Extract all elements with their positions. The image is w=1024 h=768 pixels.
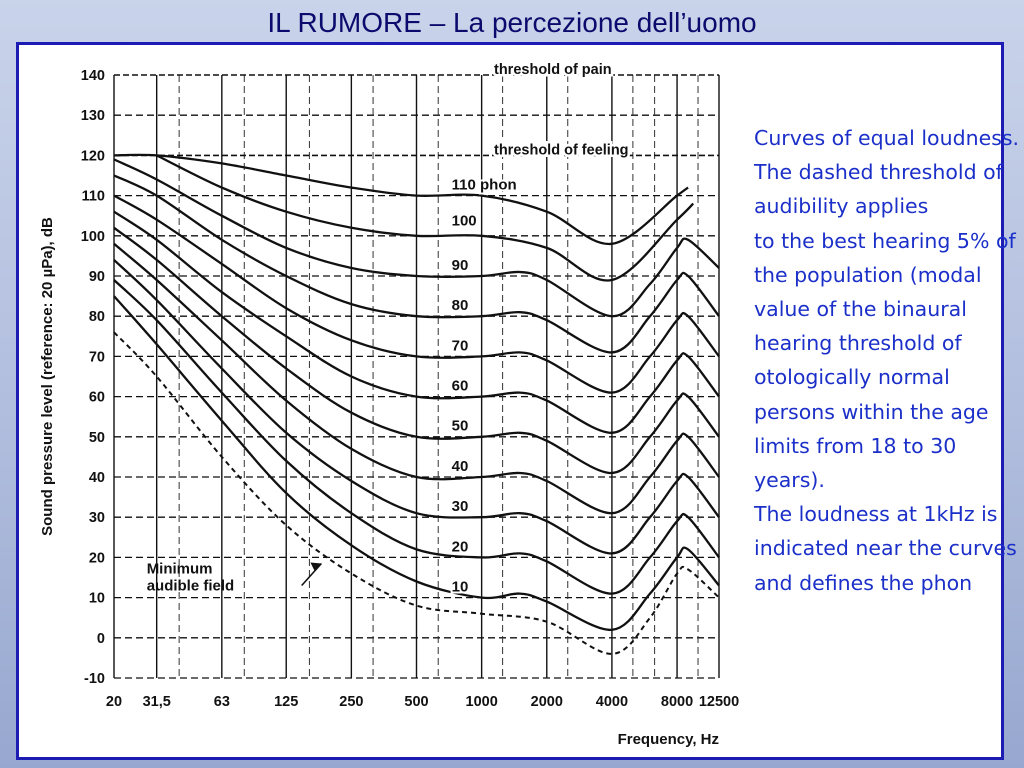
phon-label: 40	[451, 457, 469, 475]
x-tick-label: 63	[213, 694, 230, 710]
x-tick-label: 1000	[465, 694, 498, 710]
y-tick-label: 50	[88, 429, 105, 446]
x-tick-label: 500	[404, 694, 429, 710]
phon-label: 20	[451, 538, 469, 556]
y-tick-label: 60	[88, 389, 105, 406]
axis-labels	[39, 68, 739, 748]
x-tick-label: 4000	[595, 694, 629, 710]
y-tick-label: 10	[88, 590, 105, 607]
annotation-label: Minimum	[146, 560, 213, 578]
x-axis-label: Frequency, Hz	[617, 731, 719, 748]
y-tick-label: 140	[80, 68, 105, 84]
description-text: Curves of equal loudness. The dashed threshold of audibility applies to the best hearing 5% of the population (modal value of the binaural hearing threshold of otologically normal persons within the age limits from 18 to 30 years). The loudness at 1kHz is indicated near the curves and defines the phon	[754, 126, 1020, 595]
y-tick-label: 40	[88, 470, 105, 486]
loudness-curve	[157, 155, 694, 280]
loudness-curve	[114, 155, 688, 244]
threshold-label: threshold of feeling	[494, 142, 629, 159]
y-tick-label: 30	[88, 510, 105, 527]
x-tick-label: 12500	[698, 694, 740, 710]
threshold-label: threshold of pain	[494, 62, 612, 78]
phon-label: 50	[451, 417, 469, 435]
x-tick-label: 20	[105, 694, 123, 710]
x-tick-label: 8000	[660, 694, 694, 710]
y-tick-label: 80	[88, 309, 105, 326]
annotation-arrow	[302, 563, 322, 585]
phon-label: 10	[451, 578, 469, 596]
x-tick-label: 2000	[530, 694, 563, 710]
y-tick-label: 90	[88, 269, 105, 285]
x-tick-label: 125	[274, 694, 299, 710]
y-tick-label: 70	[88, 349, 105, 366]
y-tick-label: -10	[84, 671, 105, 687]
phon-label: 70	[451, 337, 469, 355]
phon-label: 80	[451, 297, 469, 315]
phon-label: 90	[451, 256, 469, 274]
phon-label: 60	[451, 377, 469, 395]
y-tick-label: 120	[80, 148, 105, 165]
slide-title: IL RUMORE – La percezione dell’uomo	[267, 7, 757, 38]
phon-label: 110 phon	[451, 176, 517, 194]
y-tick-label: 110	[81, 188, 105, 205]
y-axis-label: Sound pressure level (reference: 20 µPa), dB	[39, 217, 56, 536]
annotation-label: audible field	[146, 577, 235, 595]
x-tick-label: 250	[339, 694, 364, 710]
phon-label: 100	[451, 212, 477, 230]
phon-label: 30	[451, 498, 469, 516]
slide-frame	[16, 42, 1020, 760]
y-tick-label: 130	[80, 108, 105, 125]
x-tick-label: 31,5	[142, 694, 171, 710]
y-tick-label: 20	[88, 550, 105, 567]
y-tick-label: 100	[80, 228, 105, 245]
y-tick-label: 0	[96, 630, 105, 647]
